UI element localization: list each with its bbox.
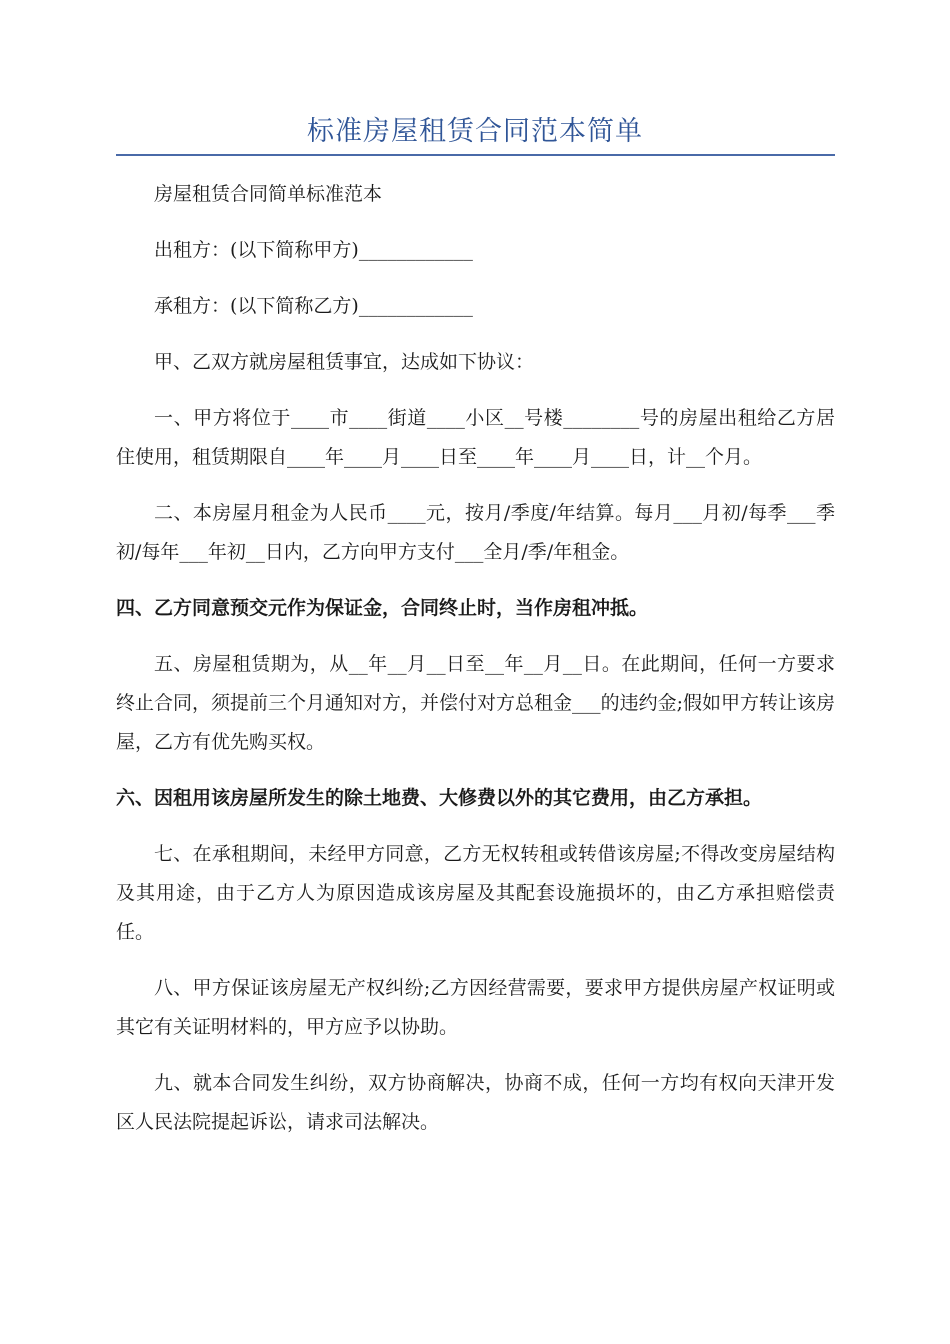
clause-8: 八、甲方保证该房屋无产权纠纷;乙方因经营需要，要求甲方提供房屋产权证明或其它有关证明材料的，甲方应予以协助。	[116, 977, 835, 1038]
clause-5: 五、房屋租赁期为，从__年__月__日至__年__月__日。在此期间，任何一方要求终止合同，须提前三个月通知对方，并偿付对方总租金___的违约金;假如甲方转让该房屋，乙方有优先购买权。	[116, 653, 835, 753]
paragraph-lessor: 出租方：(以下简称甲方)____________	[154, 239, 473, 261]
clause-6: 六、因租用该房屋所发生的除土地费、大修费以外的其它费用，由乙方承担。	[116, 787, 763, 809]
paragraph-subtitle: 房屋租赁合同简单标准范本	[154, 183, 383, 205]
document-title: 标准房屋租赁合同范本简单	[307, 116, 643, 147]
clause-2: 二、本房屋月租金为人民币____元，按月/季度/年结算。每月___月初/每季___季初/每年___年初__日内，乙方向甲方支付___全月/季/年租金。	[116, 502, 835, 563]
document-body	[116, 175, 835, 1159]
paragraph-agreement-intro: 甲、乙双方就房屋租赁事宜，达成如下协议：	[154, 351, 535, 373]
paragraph-lessee: 承租方：(以下简称乙方)____________	[154, 295, 473, 317]
clause-4: 四、乙方同意预交元作为保证金，合同终止时，当作房租冲抵。	[116, 597, 649, 619]
title-underline	[116, 154, 835, 156]
clause-9: 九、就本合同发生纠纷，双方协商解决，协商不成，任何一方均有权向天津开发区人民法院提起诉讼，请求司法解决。	[116, 1072, 835, 1133]
clause-1: 一、甲方将位于____市____街道____小区__号楼________号的房屋出租给乙方居住使用，租赁期限自____年____月____日至____年____月____日，计__个月。	[116, 407, 835, 468]
clause-7: 七、在承租期间，未经甲方同意，乙方无权转租或转借该房屋;不得改变房屋结构及其用途，由于乙方人为原因造成该房屋及其配套设施损坏的，由乙方承担赔偿责任。	[116, 843, 835, 943]
